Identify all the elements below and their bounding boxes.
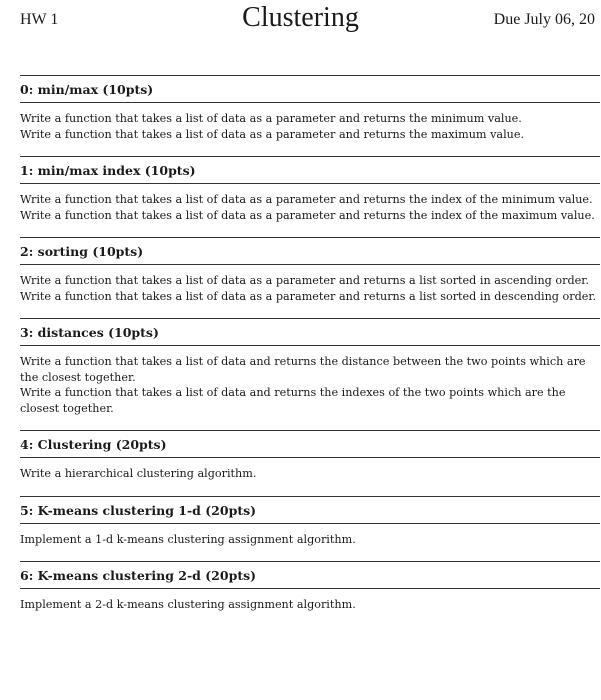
problem-title: 5: K-means clustering 1-d (20pts) bbox=[20, 496, 600, 524]
problem-description bbox=[20, 458, 600, 482]
homework-number: HW 1 bbox=[20, 11, 59, 28]
page-title: Clustering bbox=[242, 2, 359, 33]
problem-description bbox=[20, 184, 600, 223]
problem-text: Write a function that takes a list of data and returns the distance between the two points which are the closest together. bbox=[20, 355, 586, 384]
problem-description bbox=[20, 346, 600, 416]
problem-2 bbox=[20, 237, 600, 304]
problem-3 bbox=[20, 318, 600, 416]
problem-title: 1: min/max index (10pts) bbox=[20, 156, 600, 184]
problem-description bbox=[20, 265, 600, 304]
problem-text: Write a function that takes a list of data as a parameter and returns a list sorted in ascending order. bbox=[20, 274, 589, 287]
problem-description bbox=[20, 589, 600, 613]
due-date: Due July 06, 20 bbox=[493, 11, 595, 28]
problem-list bbox=[20, 75, 600, 627]
problem-text: Write a hierarchical clustering algorithm. bbox=[20, 467, 257, 480]
problem-text: Implement a 2-d k-means clustering assignment algorithm. bbox=[20, 598, 356, 611]
problem-text: Write a function that takes a list of data and returns the indexes of the two points which are the closest together. bbox=[20, 386, 566, 415]
page-header bbox=[0, 0, 601, 40]
problem-title: 2: sorting (10pts) bbox=[20, 237, 600, 265]
problem-1 bbox=[20, 156, 600, 223]
problem-title: 6: K-means clustering 2-d (20pts) bbox=[20, 561, 600, 589]
problem-title: 0: min/max (10pts) bbox=[20, 75, 600, 103]
problem-0 bbox=[20, 75, 600, 142]
problem-description bbox=[20, 103, 600, 142]
problem-text: Write a function that takes a list of data as a parameter and returns the minimum value. bbox=[20, 112, 522, 125]
problem-text: Write a function that takes a list of data as a parameter and returns the index of the minimum value. bbox=[20, 193, 593, 206]
problem-5 bbox=[20, 496, 600, 548]
problem-4 bbox=[20, 430, 600, 482]
problem-title: 4: Clustering (20pts) bbox=[20, 430, 600, 458]
problem-6 bbox=[20, 561, 600, 613]
problem-text: Write a function that takes a list of data as a parameter and returns the index of the maximum value. bbox=[20, 208, 595, 222]
problem-description bbox=[20, 524, 600, 548]
problem-text: Write a function that takes a list of data as a parameter and returns a list sorted in descending order. bbox=[20, 289, 597, 303]
problem-title: 3: distances (10pts) bbox=[20, 318, 600, 346]
problem-text: Write a function that takes a list of data as a parameter and returns the maximum value. bbox=[20, 127, 525, 141]
problem-text: Implement a 1-d k-means clustering assignment algorithm. bbox=[20, 532, 356, 546]
